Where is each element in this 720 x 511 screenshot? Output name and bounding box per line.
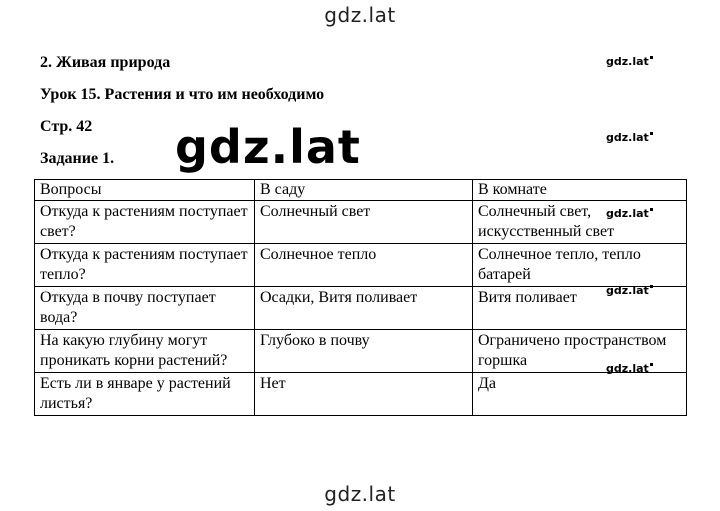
garden-cell: Солнечный свет [255,201,473,244]
watermark-large: gdz.lat [175,120,361,174]
question-cell: Откуда в почву поступает вода? [35,287,255,330]
garden-cell: Глубоко в почву [255,330,473,373]
question-cell: Откуда к растениям поступает тепло? [35,244,255,287]
watermark-small: gdz.lat [606,131,653,144]
garden-cell: Осадки, Витя поливает [255,287,473,330]
table-row [35,373,687,416]
table-row [35,201,687,244]
table-row [35,330,687,373]
section-title: 2. Живая природа [40,54,171,71]
garden-cell: Нет [255,373,473,416]
watermark-small: gdz.lat [606,362,653,375]
room-cell: Да [473,373,687,416]
room-cell: Солнечный свет, искусственный свет [473,201,687,244]
question-cell: На какую глубину могут проникать корни растений? [35,330,255,373]
watermark-bottom: gdz.lat [324,482,396,506]
watermark-small: gdz.lat [606,207,653,220]
task-title: Задание 1. [40,150,115,167]
garden-cell: Солнечное тепло [255,244,473,287]
header-room: В комнате [473,180,687,201]
watermark-top: gdz.lat [324,3,396,27]
question-cell: Откуда к растениям поступает свет? [35,201,255,244]
header-garden: В саду [255,180,473,201]
room-cell: Ограничено пространством горшка [473,330,687,373]
question-cell: Есть ли в январе у растений листья? [35,373,255,416]
header-questions: Вопросы [35,180,255,201]
watermark-small: gdz.lat [606,284,653,297]
table-header-row [35,180,687,201]
room-cell: Солнечное тепло, тепло батарей [473,244,687,287]
lesson-title: Урок 15. Растения и что им необходимо [40,86,325,103]
table-row [35,244,687,287]
watermark-small: gdz.lat [606,55,653,68]
page-number: Стр. 42 [40,118,93,135]
room-cell: Витя поливает [473,287,687,330]
table-row [35,287,687,330]
answer-table [34,179,687,416]
